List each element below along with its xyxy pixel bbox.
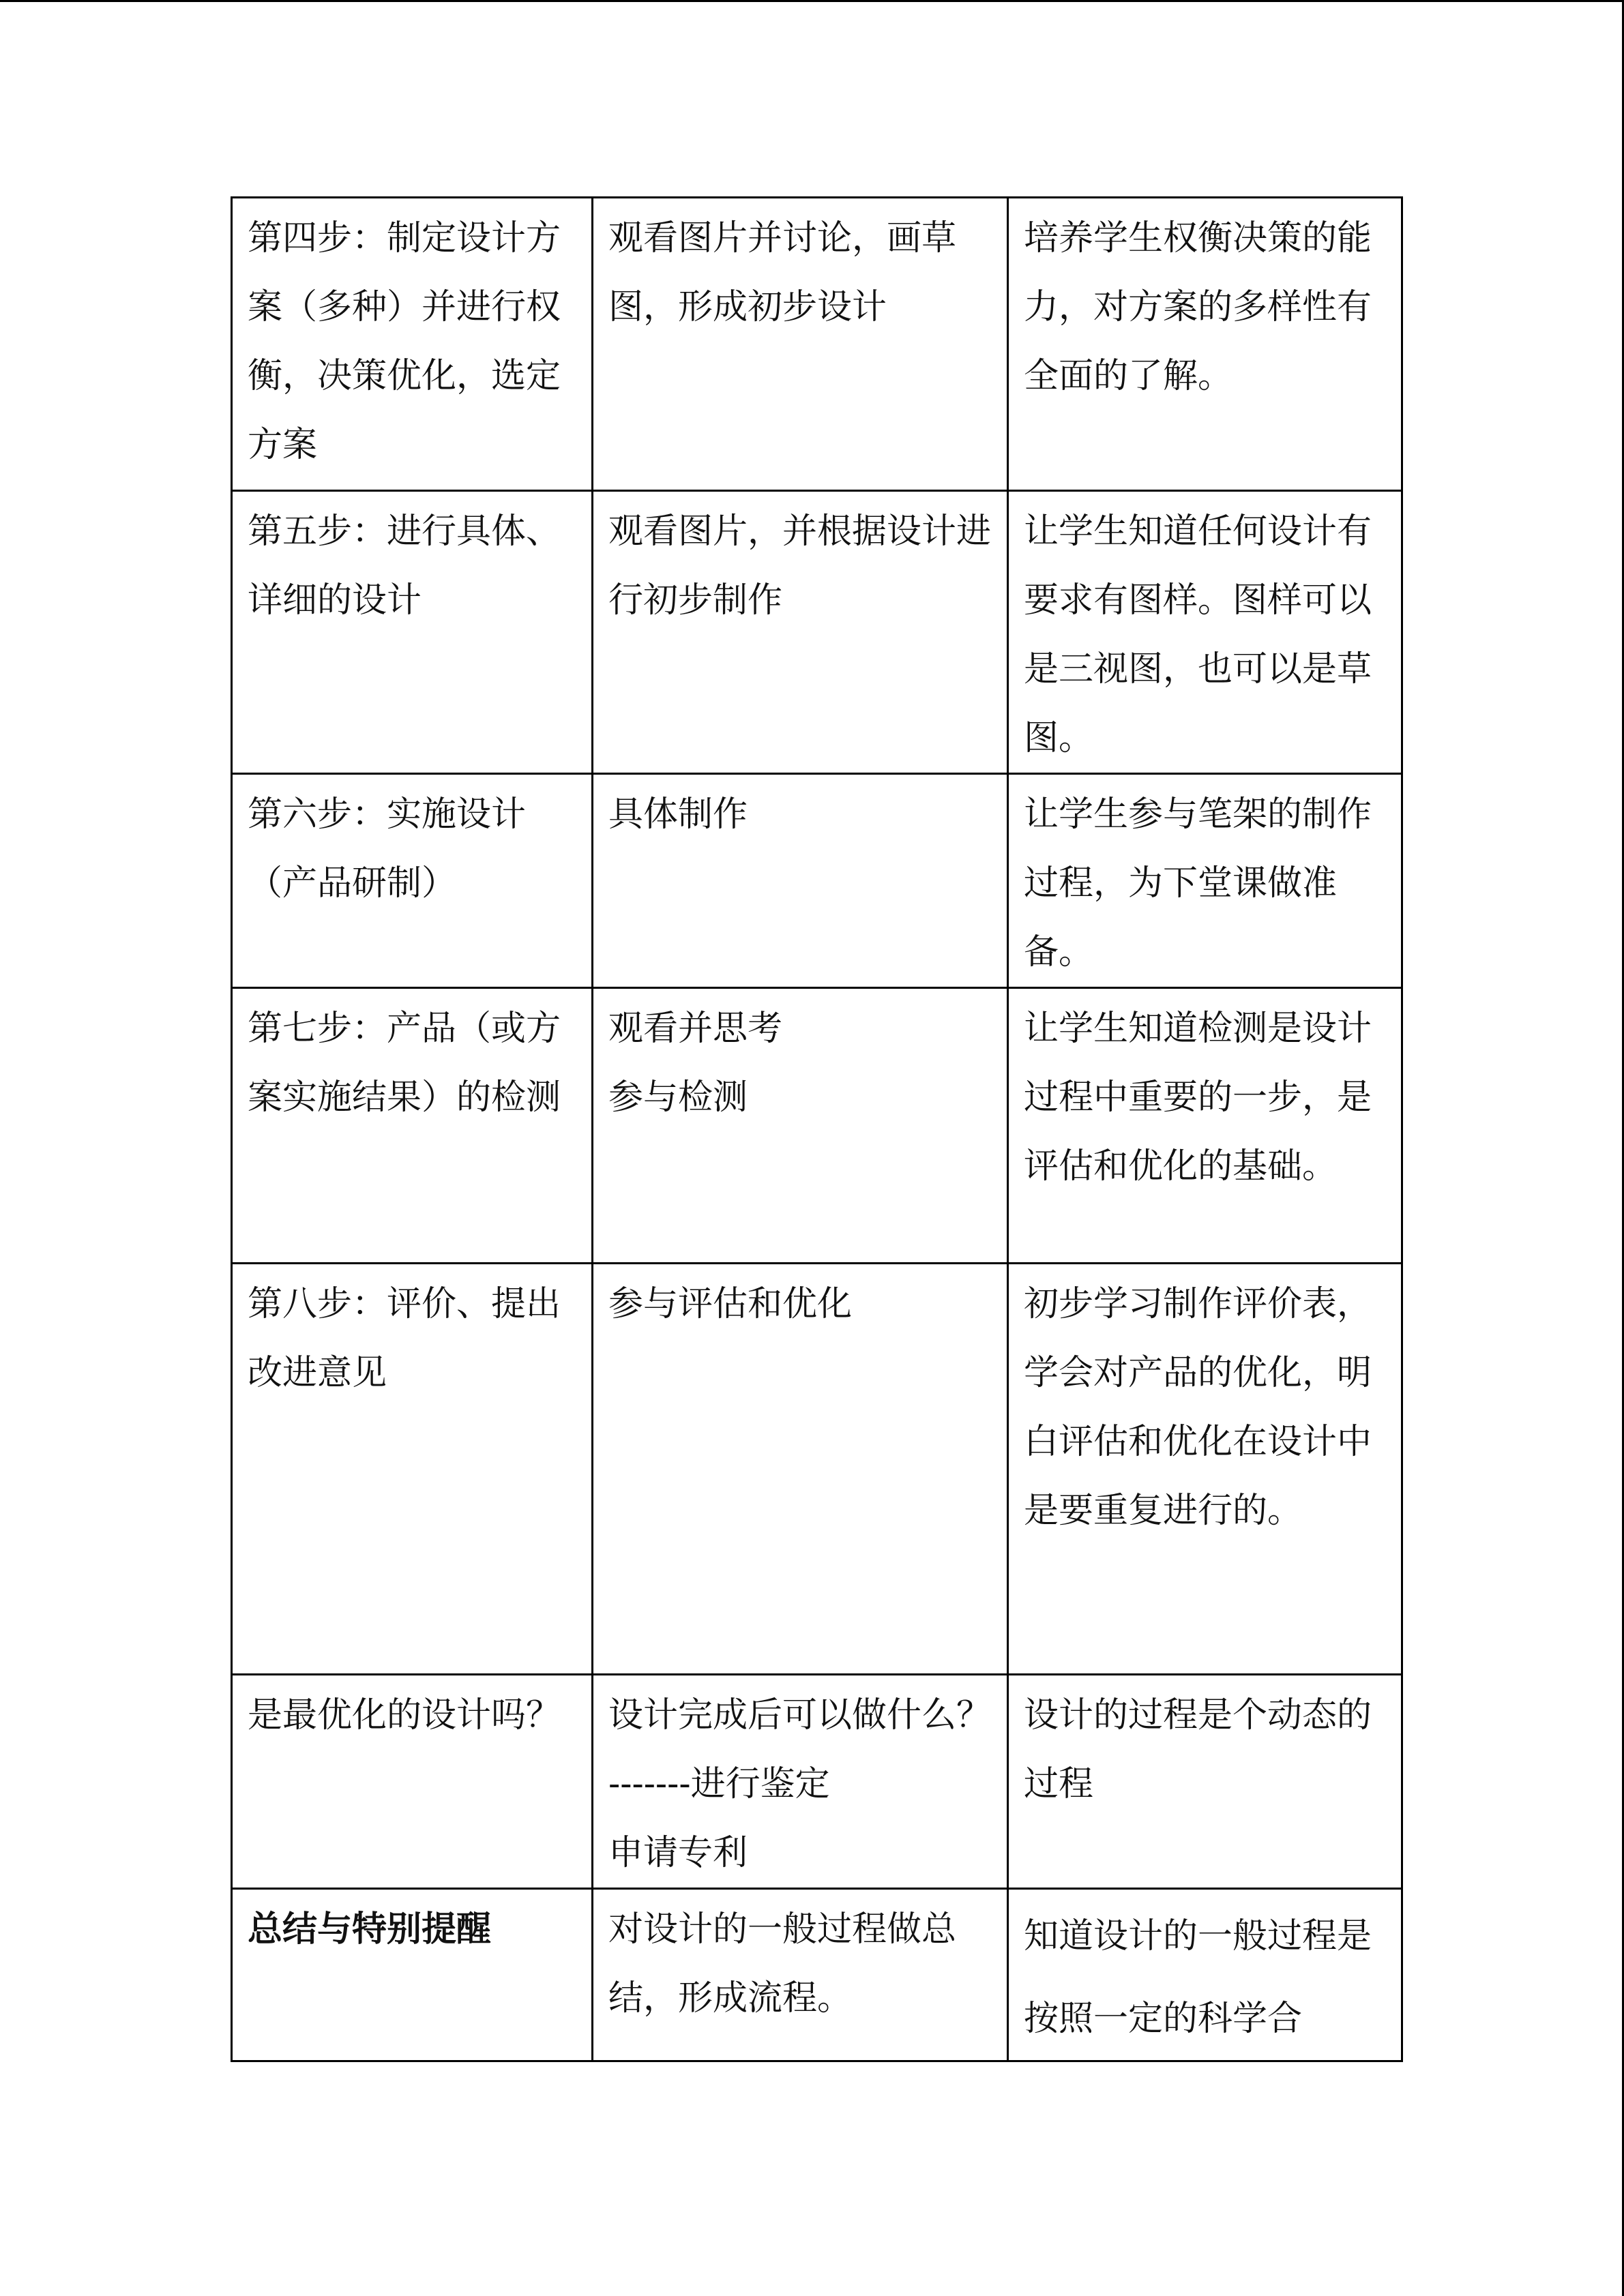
table-row [232, 774, 1402, 988]
activity-cell [593, 491, 1008, 774]
activity-cell [593, 774, 1008, 988]
activity-text: 观看图片，并根据设计进行初步制作 [608, 511, 992, 621]
activity-cell [593, 1264, 1008, 1675]
activity-text: 具体制作 [608, 794, 748, 835]
table-row [232, 988, 1402, 1264]
table-row [232, 491, 1402, 774]
purpose-text: 知道设计的一般过程是按照一定的科学合 [1024, 1916, 1372, 2039]
step-cell [232, 198, 593, 491]
purpose-text: 培养学生权衡决策的能力，对方案的多样性有全面的了解。 [1024, 218, 1372, 396]
step-cell [232, 774, 593, 988]
step-cell [232, 1675, 593, 1889]
purpose-cell [1008, 774, 1402, 988]
page-top-border [0, 0, 1624, 2]
step-text: 是最优化的设计吗？ [248, 1695, 561, 1735]
lesson-plan-table [231, 196, 1403, 2062]
purpose-cell [1008, 491, 1402, 774]
purpose-text: 让学生知道检测是设计过程中重要的一步，是评估和优化的基础。 [1024, 1009, 1372, 1187]
activity-cell [593, 198, 1008, 491]
summary-heading: 总结与特别提醒 [248, 1909, 492, 1950]
step-text: 第六步：实施设计（产品研制） [248, 794, 527, 904]
table-row [232, 1675, 1402, 1889]
purpose-text: 设计的过程是个动态的过程 [1024, 1695, 1372, 1804]
step-cell [232, 491, 593, 774]
table-row [232, 198, 1402, 491]
activity-text: 观看图片并讨论，画草图，形成初步设计 [608, 218, 957, 327]
purpose-cell [1008, 988, 1402, 1264]
step-text: 第七步：产品（或方案实施结果）的检测 [248, 1009, 561, 1118]
purpose-text: 初步学习制作评价表， 学会对产品的优化，明白评估和优化在设计中是要重复进行的。 [1024, 1284, 1372, 1531]
step-cell [232, 988, 593, 1264]
step-text: 第八步：评价、提出改进意见 [248, 1284, 561, 1393]
activity-text: 参与评估和优化 [608, 1284, 853, 1324]
purpose-cell [1008, 198, 1402, 491]
purpose-cell [1008, 1675, 1402, 1889]
table-row [232, 1264, 1402, 1675]
step-cell [232, 1264, 593, 1675]
table-row [232, 1889, 1402, 2061]
activity-cell [593, 1889, 1008, 2061]
activity-text: 对设计的一般过程做总结，形成流程。 [608, 1909, 957, 2018]
step-text: 第四步：制定设计方案（多种）并进行权衡，决策优化，选定方案 [248, 218, 561, 465]
step-cell [232, 1889, 593, 2061]
purpose-cell [1008, 1264, 1402, 1675]
step-text: 第五步：进行具体、详细的设计 [248, 511, 561, 621]
activity-cell [593, 988, 1008, 1264]
purpose-cell [1008, 1889, 1402, 2061]
activity-cell [593, 1675, 1008, 1889]
activity-text: 设计完成后可以做什么？-------进行鉴定 申请专利 [608, 1695, 992, 1873]
activity-text: 观看并思考 参与检测 [608, 1009, 783, 1118]
purpose-text: 让学生参与笔架的制作过程，为下堂课做准备。 [1024, 794, 1372, 972]
purpose-text: 让学生知道任何设计有要求有图样。图样可以是三视图，也可以是草图。 [1024, 511, 1372, 758]
